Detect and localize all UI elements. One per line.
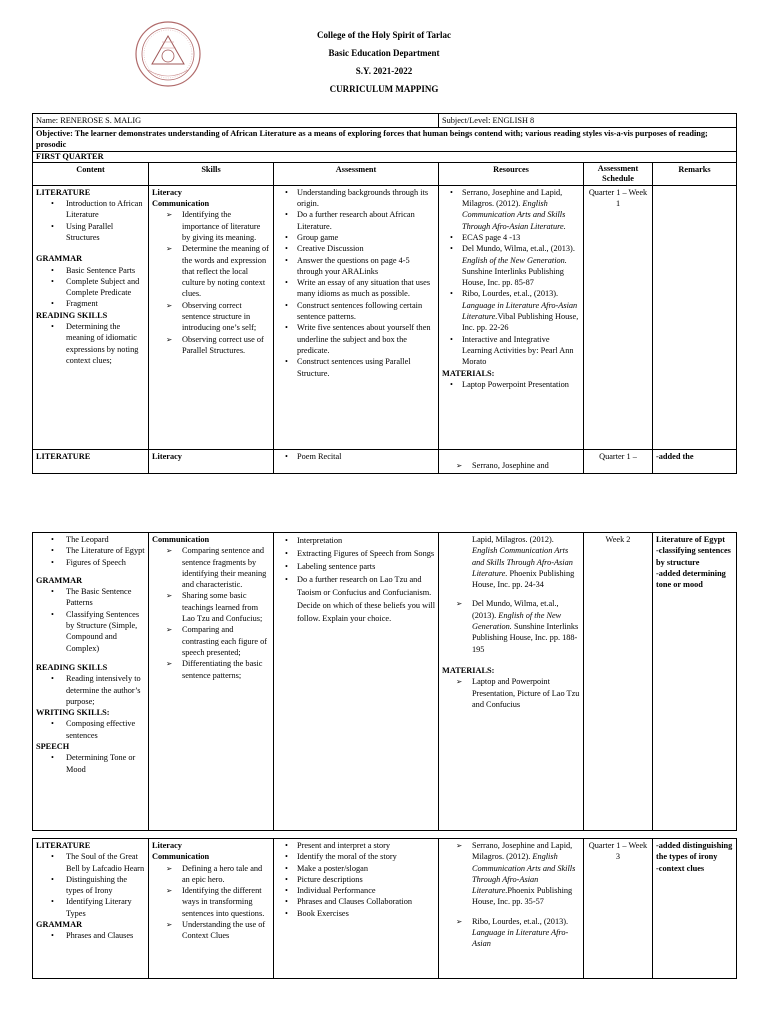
list-item: • Figures of Speech bbox=[36, 557, 145, 568]
remarks-cell bbox=[653, 533, 737, 831]
list-item bbox=[442, 187, 580, 232]
remark-line: -context clues bbox=[656, 863, 705, 873]
materials-label: MATERIALS bbox=[442, 665, 492, 675]
objective-cell bbox=[33, 128, 737, 152]
list-item: • Classifying Sentences by Structure (Simple, Compound and Complex) bbox=[36, 609, 145, 654]
section-heading: LITERATURE bbox=[36, 841, 91, 850]
table-row bbox=[33, 185, 737, 449]
list-item: • Distinguishing the types of Irony bbox=[36, 874, 145, 897]
materials-heading: MATERIALS: bbox=[442, 368, 495, 378]
resources-cell bbox=[439, 533, 584, 831]
remarks-cell bbox=[653, 839, 737, 979]
list-item: • Construct sentences using Parallel Structure. bbox=[277, 356, 435, 379]
resource-author: Serrano, Josephine and Lapid, Milagros. (2012). bbox=[472, 841, 573, 862]
list-item bbox=[442, 598, 580, 654]
skills-cell bbox=[149, 185, 274, 449]
list-item: ➢ Identifying the importance of literature by giving its meaning. bbox=[152, 209, 270, 243]
materials-list bbox=[442, 676, 580, 710]
quarter-cell: FIRST QUARTER bbox=[33, 152, 737, 163]
document-title: CURRICULUM MAPPING bbox=[329, 84, 439, 94]
content-cell bbox=[33, 533, 149, 831]
col-header-assessment: Assessment bbox=[274, 162, 439, 185]
info-row bbox=[33, 114, 737, 128]
list-item: • Do a further research about African Literature. bbox=[277, 209, 435, 232]
resource-title: English of the New Generation. bbox=[462, 255, 567, 265]
page-one bbox=[0, 0, 768, 480]
list-item: ➢ Determine the meaning of the words and expression that reflect the local culture by noting context clues. bbox=[152, 243, 270, 299]
resource-title: English Communication Arts and Skills Through Afro-Asian Literature. bbox=[462, 199, 566, 231]
school-name: College of the Holy Spirit of Tarlac bbox=[317, 30, 451, 40]
list-item: • Book Exercises bbox=[277, 908, 435, 919]
list-item: • Determining Tone or Mood bbox=[36, 752, 145, 775]
literature-list bbox=[36, 851, 145, 919]
grammar-list bbox=[36, 265, 145, 310]
list-item bbox=[442, 916, 580, 950]
objective-label: Objective bbox=[36, 129, 71, 139]
department-name: Basic Education Department bbox=[328, 48, 440, 58]
literature-list bbox=[36, 198, 145, 243]
resource-title: English Communication Arts and Skills Through Afro-Asian Literature. bbox=[472, 852, 576, 896]
resources-list bbox=[442, 598, 580, 654]
list-item: • Phrases and Clauses bbox=[36, 930, 145, 941]
skills-list bbox=[152, 209, 270, 356]
list-item: • Introduction to African Literature bbox=[36, 198, 145, 221]
col-header-content: Content bbox=[33, 162, 149, 185]
assessment-cell bbox=[274, 185, 439, 449]
list-item: • Construct sentences following certain sentence patterns. bbox=[277, 300, 435, 323]
list-item: • Complete Subject and Complete Predicate bbox=[36, 276, 145, 299]
grammar-list bbox=[36, 930, 145, 941]
skills-heading: Literacy bbox=[152, 841, 182, 850]
resources-list bbox=[442, 460, 580, 471]
schedule-cell: Quarter 1 – Week 1 bbox=[584, 185, 653, 449]
list-item: • Write five sentences about yourself then underline the subject and box the predicate. bbox=[277, 322, 435, 356]
list-item: • ECAS page 4 -13 bbox=[442, 232, 580, 243]
column-header-row bbox=[33, 162, 737, 185]
resource-author: Ribo, Lourdes, et.al., (2013). bbox=[472, 916, 569, 926]
list-item: ➢ Defining a hero tale and an epic hero. bbox=[152, 863, 270, 886]
remark-line: -added determining tone or mood bbox=[656, 568, 726, 590]
resource-publisher: Phoenix Publishing House, Inc. pp. 35-57 bbox=[472, 886, 573, 907]
assessment-list bbox=[277, 534, 435, 625]
remarks-cell: -added the bbox=[653, 449, 737, 473]
reading-list bbox=[36, 321, 145, 366]
content-cell bbox=[33, 839, 149, 979]
list-item: • Present and interpret a story bbox=[277, 840, 435, 851]
list-item: ➢ Observing correct sentence structure in introducing one’s self; bbox=[152, 300, 270, 334]
resources-cell bbox=[439, 839, 584, 979]
document-header bbox=[250, 26, 518, 98]
content-cell: LITERATURE bbox=[33, 449, 149, 473]
school-year: S.Y. 2021-2022 bbox=[355, 66, 413, 76]
resource-publisher: Vibal Publishing House, Inc. pp. 22-26 bbox=[462, 312, 579, 333]
resource-title: English Communication Arts and Skills Through Afro-Asian Literature. bbox=[472, 546, 573, 578]
list-item: • Interpretation bbox=[277, 534, 435, 547]
col-header-skills: Skills bbox=[149, 162, 274, 185]
list-item: ➢ Observing correct use of Parallel Structures. bbox=[152, 334, 270, 357]
list-item: • Basic Sentence Parts bbox=[36, 265, 145, 276]
resource-title: Language in Literature Afro-Asian bbox=[472, 928, 569, 949]
quarter-row bbox=[33, 152, 737, 163]
table-row bbox=[33, 533, 737, 831]
list-item: • Phrases and Clauses Collaboration bbox=[277, 896, 435, 907]
remark-line: -classifying sentences by structure bbox=[656, 546, 731, 567]
curriculum-table-page1 bbox=[32, 113, 737, 474]
list-item: • Identifying Literary Types bbox=[36, 896, 145, 919]
section-heading: SPEECH bbox=[36, 742, 70, 752]
list-item: ➢ Laptop and Powerpoint Presentation, Picture of Lao Tzu and Confucius bbox=[442, 676, 580, 710]
list-item: ➢ Sharing some basic teachings learned from Lao Tzu and Confucius; bbox=[152, 590, 270, 624]
table-row bbox=[33, 449, 737, 473]
resource-publisher: Sunshine Interlinks Publishing House, Inc. pp. 85-87 bbox=[462, 266, 564, 288]
materials-colon: : bbox=[491, 665, 495, 675]
school-seal-logo bbox=[134, 20, 202, 88]
skills-heading: Communication bbox=[152, 535, 210, 544]
name-cell: Name: RENEROSE S. MALIG bbox=[33, 114, 439, 128]
reading-list bbox=[36, 673, 145, 707]
list-item bbox=[442, 288, 580, 333]
list-item: • The Soul of the Great Bell by Lafcadio Hearn bbox=[36, 851, 145, 874]
section-heading: LITERATURE bbox=[36, 187, 91, 197]
skills-cell: Literacy bbox=[149, 449, 274, 473]
remarks-cell bbox=[653, 185, 737, 449]
subject-cell: Subject/Level: ENGLISH 8 bbox=[439, 114, 737, 128]
list-item: • Do a further research on Lao Tzu and Taoism or Confucius and Confucianism. Decide on which of these beliefs you will follow. Explain your choice. bbox=[277, 573, 435, 625]
skills-list bbox=[152, 545, 270, 681]
materials-list bbox=[442, 379, 580, 390]
resources-cell bbox=[439, 449, 584, 473]
resource-publisher: Sunshine Interlinks Publishing House, Inc. pp. 188-195 bbox=[472, 622, 579, 654]
section-heading: GRAMMAR bbox=[36, 920, 83, 930]
resource-author: Lapid, Milagros. (2012). bbox=[472, 535, 554, 544]
list-item: • Interactive and Integrative Learning Activities by: Pearl Ann Morato bbox=[442, 334, 580, 368]
list-item: ➢ Comparing sentence and sentence fragments by identifying their meaning and characteristic. bbox=[152, 545, 270, 590]
table-row bbox=[33, 839, 737, 979]
remark-line: Literature of Egypt bbox=[656, 535, 725, 544]
schedule-cell: Quarter 1 – bbox=[584, 449, 653, 473]
list-item: • Using Parallel Structures bbox=[36, 221, 145, 244]
section-heading: READING SKILLS bbox=[36, 662, 108, 672]
list-item: ➢ Serrano, Josephine and bbox=[442, 460, 580, 471]
list-item: ➢ Differentiating the basic sentence patterns; bbox=[152, 658, 270, 681]
writing-heading: WRITING SKILLS bbox=[36, 708, 107, 718]
assessment-cell bbox=[274, 839, 439, 979]
list-item: ➢ Understanding the use of Context Clues bbox=[152, 919, 270, 942]
resource-continued bbox=[442, 534, 580, 590]
assessment-list bbox=[277, 187, 435, 379]
speech-list bbox=[36, 752, 145, 775]
curriculum-table-page2-lower bbox=[32, 838, 737, 979]
writing-colon: : bbox=[106, 708, 110, 718]
list-item: ➢ Comparing and contrasting each figure of speech presented; bbox=[152, 624, 270, 658]
list-item: • Determining the meaning of idiomatic expressions by noting context clues; bbox=[36, 321, 145, 366]
list-item: • Creative Discussion bbox=[277, 243, 435, 254]
list-item: ➢ Identifying the different ways in transforming sentences into questions. bbox=[152, 885, 270, 919]
remark-line: -added distinguishing the types of irony bbox=[656, 841, 733, 862]
resources-list bbox=[442, 840, 580, 950]
skills-cell bbox=[149, 533, 274, 831]
list-item: • The Basic Sentence Patterns bbox=[36, 586, 145, 609]
assessment-cell bbox=[274, 449, 439, 473]
list-item: • Write an essay of any situation that uses many idioms as much as possible. bbox=[277, 277, 435, 300]
objective-row bbox=[33, 128, 737, 152]
skills-heading: Communication bbox=[152, 199, 210, 209]
content-cell bbox=[33, 185, 149, 449]
skills-heading: Literacy bbox=[152, 187, 182, 197]
list-item: • Identify the moral of the story bbox=[277, 851, 435, 862]
resource-author: Del Mundo, Wilma, et.al., (2013). bbox=[472, 599, 559, 620]
section-heading bbox=[36, 707, 145, 718]
list-item bbox=[442, 243, 580, 288]
resource-title: Language in Literature Afro-Asian Literature. bbox=[462, 300, 578, 322]
list-item: • Answer the questions on page 4-5 through your ARALinks bbox=[277, 255, 435, 278]
resource-title: English of the New Generation. bbox=[472, 610, 562, 632]
col-header-schedule: Assessment Schedule bbox=[584, 162, 653, 185]
materials-heading bbox=[442, 665, 580, 676]
list-item: • Composing effective sentences bbox=[36, 718, 145, 741]
col-header-resources: Resources bbox=[439, 162, 584, 185]
resource-publisher: Phoenix Publishing House, Inc. pp. 24-34 bbox=[472, 568, 575, 590]
list-item: • Poem Recital bbox=[277, 451, 435, 462]
curriculum-table-page2 bbox=[32, 532, 737, 831]
list-item: • Group game bbox=[277, 232, 435, 243]
section-heading: GRAMMAR bbox=[36, 575, 83, 585]
resource-author: Del Mundo, Wilma, et.al., (2013). bbox=[462, 244, 575, 254]
list-item: • Fragment bbox=[36, 298, 145, 309]
list-item: • The Leopard bbox=[36, 534, 145, 545]
skills-list bbox=[152, 863, 270, 942]
skills-cell bbox=[149, 839, 274, 979]
assessment-cell bbox=[274, 533, 439, 831]
list-item bbox=[442, 840, 580, 908]
grammar-list bbox=[36, 586, 145, 654]
resources-cell bbox=[439, 185, 584, 449]
list-item: • Labeling sentence parts bbox=[277, 560, 435, 573]
resource-author: Ribo, Lourdes, et.al., (2013). bbox=[462, 289, 559, 299]
assessment-list bbox=[277, 451, 435, 462]
section-heading: GRAMMAR bbox=[36, 254, 83, 264]
list-item: • The Literature of Egypt bbox=[36, 545, 145, 556]
resources-list bbox=[442, 187, 580, 368]
list-item: • Reading intensively to determine the author’s purpose; bbox=[36, 673, 145, 707]
col-header-remarks: Remarks bbox=[653, 162, 737, 185]
list-item: • Extracting Figures of Speech from Songs bbox=[277, 547, 435, 560]
schedule-cell: Quarter 1 – Week 3 bbox=[584, 839, 653, 979]
objective-text: : The learner demonstrates understanding of African Literature as a means of exploring forces that human beings contend with; various reading styles vis-a-vis purposes of reading; prosodic bbox=[36, 129, 708, 149]
resource-author: Serrano, Josephine and Lapid, Milagros. (2012). bbox=[462, 187, 563, 209]
list-item: • Picture descriptions bbox=[277, 874, 435, 885]
section-heading: READING SKILLS bbox=[36, 310, 108, 320]
schedule-cell: Week 2 bbox=[584, 533, 653, 831]
writing-list bbox=[36, 718, 145, 741]
list-item: • Understanding backgrounds through its origin. bbox=[277, 187, 435, 210]
skills-heading: Communication bbox=[152, 852, 210, 862]
list-item: • Laptop Powerpoint Presentation bbox=[442, 379, 580, 390]
assessment-list bbox=[277, 840, 435, 919]
list-item: • Individual Performance bbox=[277, 885, 435, 896]
literature-list bbox=[36, 534, 145, 568]
list-item: • Make a poster/slogan bbox=[277, 863, 435, 874]
